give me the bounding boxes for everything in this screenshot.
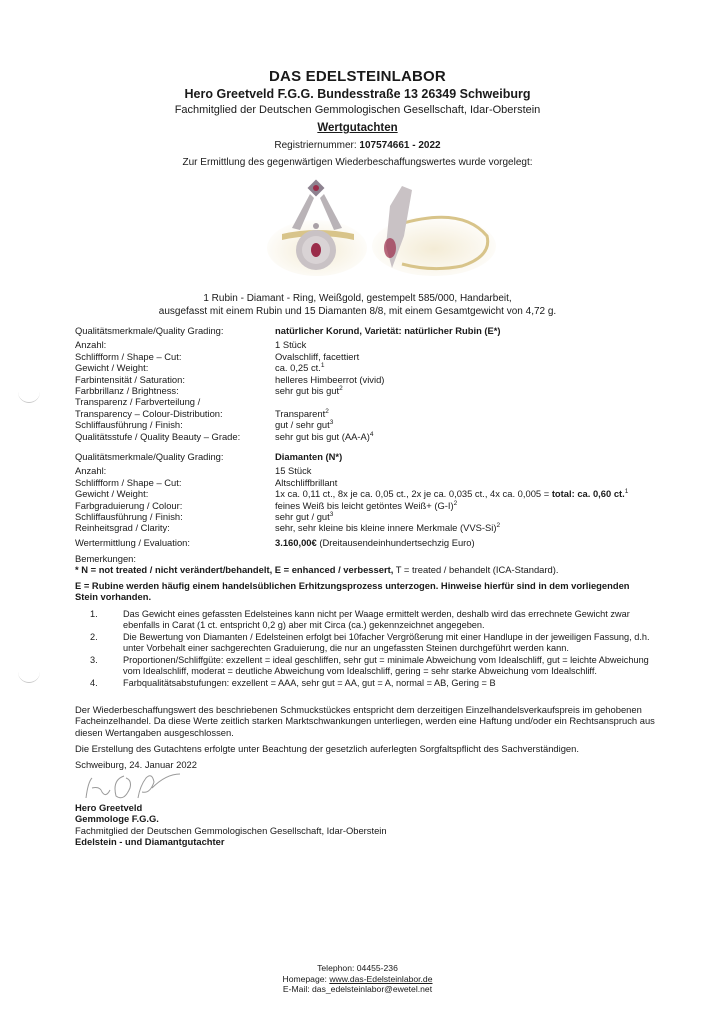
grading-row-label: Schliffform / Shape – Cut:: [75, 476, 182, 488]
grading-row-label: Schliffausführung / Finish:: [75, 511, 183, 523]
grading-row: [75, 419, 501, 430]
grading-row-value: sehr gut / gut$^3$: [275, 510, 334, 523]
grading-row: [75, 477, 628, 488]
grading-row: [75, 522, 628, 533]
signer-title: Gemmologe F.G.G.: [75, 813, 159, 825]
grading-row-value: Transparent$^2$: [275, 407, 329, 419]
grading-row: [75, 339, 501, 350]
item-description-line-2: ausgefasst mit einem Rubin und 15 Diamanten 8/8, mit einem Gesamtgewicht von 4,72 g.: [158, 306, 557, 317]
grading-row-value: 1x ca. 0,11 ct., 8x je ca. 0,05 ct., 2x je ca. 0,035 ct., 4x ca. 0,005 = total: ca. 0,60 ct.$^1$: [275, 488, 629, 500]
footnote-item: [90, 632, 650, 654]
treatment-legend: * N = not treated / nicht verändert/behandelt, E = enhanced / verbessert, T = treated / behandelt (ICA-Standard).: [75, 564, 559, 576]
footnote-item: [90, 655, 650, 677]
footnote-marker: 1: [624, 488, 629, 496]
lab-membership: Fachmitglied der Deutschen Gemmologischen Gesellschaft, Idar-Oberstein: [174, 104, 541, 116]
grading-label: Qualitätsmerkmale/Quality Grading:: [75, 451, 224, 462]
signature: [80, 768, 190, 804]
footnote-number: 3.: [90, 655, 98, 665]
grading-row-value: Altschliffbrillant: [275, 476, 338, 488]
grading-row-value: ca. 0,25 ct.$^1$: [275, 362, 325, 374]
treatment-note: E = Rubine werden häufig einem handelsüblichen Erhitzungsprozess unterzogen. Hinweise hierfür sind in dem vorliegenden Stein vorhanden.: [75, 579, 630, 603]
contact-phone: Telephon: 04455-236: [317, 963, 398, 973]
footnote-number: 1.: [90, 609, 98, 619]
grading-row-label: Gewicht / Weight:: [75, 488, 149, 500]
place-date: Schweiburg, 24. Januar 2022: [75, 759, 197, 770]
grading-row: [75, 351, 501, 362]
grading-row: [75, 431, 501, 442]
grading-row-label: Anzahl:: [75, 339, 107, 351]
grading-row: [75, 396, 501, 407]
ruby-grading-section: [75, 325, 501, 442]
grading-row-value: [275, 396, 501, 407]
evaluation-amount-words: (Dreitausendeinhundertsechzig Euro): [316, 536, 475, 548]
grading-row-value: 15 Stück: [275, 465, 312, 477]
grading-row-value: gut / sehr gut$^3$: [275, 419, 334, 431]
document-title: Wertgutachten: [317, 122, 398, 134]
grading-row-label: Gewicht / Weight:: [75, 362, 149, 374]
footnote-marker: 2: [339, 384, 343, 392]
footnote-number: 2.: [90, 632, 98, 642]
diamond-grading-section: [75, 451, 628, 548]
footnote-text: Proportionen/Schliffgüte: exzellent = ideal geschliffen, sehr gut = minimale Abweichung vom Idealschliff, gut = leichte Abweichung vom Idealschliff, moderat = deutliche Abweichung vom Idealschliff, gering = sehr starke Abweichung vom Idealschliff.: [123, 655, 649, 676]
footnote-marker: 1: [320, 362, 325, 370]
registration-number: 107574661 - 2022: [359, 140, 441, 151]
signer-membership: Fachmitglied der Deutschen Gemmologischen Gesellschaft, Idar-Oberstein: [75, 824, 387, 836]
grading-row-label: Transparency – Colour-Distribution:: [75, 407, 223, 419]
registration-label: Registriernummer:: [274, 140, 357, 151]
registration-line: [0, 140, 715, 151]
diligence-statement: Die Erstellung des Gutachtens erfolgte unter Beachtung der gesetzlich auferlegten Sorgfaltspflicht des Sachverständigen.: [75, 743, 579, 754]
footnote-marker: 2: [453, 499, 458, 507]
remarks-section: [75, 553, 655, 603]
grading-row-label: Anzahl:: [75, 465, 107, 477]
signer-role: Edelstein - und Diamantgutachter: [75, 836, 225, 848]
homepage-link[interactable]: www.das-Edelsteinlabor.de: [329, 973, 433, 984]
grading-row-value: Ovalschliff, facettiert: [275, 350, 360, 362]
punch-hole-mark: [18, 388, 40, 403]
footnote-marker: 2: [325, 407, 329, 415]
ruby-stone-type: natürlicher Korund, Varietät: natürlicher Rubin (E*): [275, 325, 501, 336]
signer-name: Hero Greetveld: [75, 802, 143, 813]
signer-block: [75, 802, 387, 848]
grading-row: [75, 408, 501, 419]
grading-row: [75, 500, 628, 511]
footnote-text: Die Bewertung von Diamanten / Edelsteinen erfolgt bei 10facher Vergrößerung mit einer Handlupe in der jeweiligen Fassung, d.h. unter Vorbehalt einer sachgerechten Graduierung, die nur an ungefassten Steinen durchgeführt werden kann.: [123, 632, 650, 653]
grading-row: [75, 374, 501, 385]
footnote-text: Farbqualitätsabstufungen: exzellent = AAA, sehr gut = AA, gut = A, normal = AB, Gering = B: [123, 678, 496, 688]
intro-text: Zur Ermittlung des gegenwärtigen Wiederbeschaffungswertes wurde vorgelegt:: [182, 157, 533, 168]
grading-row: [75, 488, 628, 499]
grading-row: [75, 385, 501, 396]
footnote-marker: 3: [329, 419, 334, 427]
grading-row-label: Schliffausführung / Finish:: [75, 419, 183, 431]
grading-row: [75, 362, 501, 373]
disclaimer: Der Wiederbeschaffungswert des beschriebenen Schmuckstückes entspricht dem derzeitigen Einzelhandelsverkaufspreis im gehobenen Facheinzelhandel. Da diese Werte zeitlich starken Marktschwankungen unterliegen, werden eine Haftung und/oder ein Rechtsanspruch aus diesen Wertangaben ausgeschlossen.: [75, 704, 655, 738]
footnote-marker: 2: [496, 522, 501, 530]
diamond-stone-type: Diamanten (N*): [275, 451, 343, 462]
contact-email: E-Mail: das_edelsteinlabor@ewetel.net: [282, 984, 433, 994]
footnotes-list: [90, 609, 650, 690]
contact-homepage: Homepage: www.das-Edelsteinlabor.de: [282, 973, 433, 984]
footnote-number: 4.: [90, 678, 98, 688]
ring-photo: [262, 176, 498, 280]
grading-row-value: helleres Himbeerrot (vivid): [275, 373, 385, 385]
grading-row-value: feines Weiß bis leicht getöntes Weiß+ $(G-I)^2$: [275, 499, 458, 511]
grading-row-label: Transparenz / Farbverteilung /: [75, 396, 201, 408]
remarks-heading: Bemerkungen:: [75, 553, 136, 564]
evaluation-amount: 3.160,00€: [275, 536, 317, 548]
lab-name: DAS EDELSTEINLABOR: [269, 68, 446, 85]
footnote-marker: 3: [329, 510, 334, 518]
footnote-text: Das Gewicht eines gefassten Edelsteines kann nicht per Waage ermittelt werden, deshalb wird das errechnete Gewicht zwar ebenfalls in Carat (1 ct. entspricht 0,2 g) aber mit Circa (ca.) gekennzeichnet angegeben.: [123, 609, 630, 630]
grading-label: Qualitätsmerkmale/Quality Grading:: [75, 325, 224, 336]
grading-row: [75, 465, 628, 476]
grading-row-label: Farbbrillanz / Brightness:: [75, 385, 179, 397]
grading-row: [75, 511, 628, 522]
footnote-item: [90, 678, 650, 689]
grading-row-label: Schliffform / Shape – Cut:: [75, 350, 182, 362]
contact-block: [0, 963, 715, 995]
punch-hole-mark: [18, 668, 40, 683]
lab-address: Hero Greetveld F.G.G. Bundesstraße 13 26349 Schweiburg: [184, 87, 531, 101]
grading-row-label: Farbgraduierung / Colour:: [75, 499, 183, 511]
grading-row-value: sehr, sehr kleine bis kleine innere Merkmale $(VVS-Si)^2$: [275, 522, 501, 534]
grading-row-label: Reinheitsgrad / Clarity:: [75, 522, 170, 534]
footnote-marker: 4: [369, 430, 374, 438]
evaluation-label: Wertermittlung / Evaluation:: [75, 536, 190, 548]
ruby-grading-header: [75, 325, 501, 336]
item-description-line-1: 1 Rubin - Diamant - Ring, Weißgold, gestempelt 585/000, Handarbeit,: [203, 293, 512, 304]
diamond-grading-header: [75, 451, 628, 462]
grading-row-label: Farbintensität / Saturation:: [75, 373, 185, 385]
grading-row-value: 1 Stück: [275, 339, 307, 351]
grading-row-value: sehr gut bis gut$^2$: [275, 384, 343, 397]
item-description: [0, 292, 715, 318]
grading-row-label: Qualitätsstufe / Quality Beauty – Grade:: [75, 430, 241, 442]
evaluation-row: [75, 537, 628, 548]
grading-row-value: sehr gut bis gut $(AA-A)^4$: [275, 430, 374, 442]
footnote-item: [90, 609, 650, 631]
